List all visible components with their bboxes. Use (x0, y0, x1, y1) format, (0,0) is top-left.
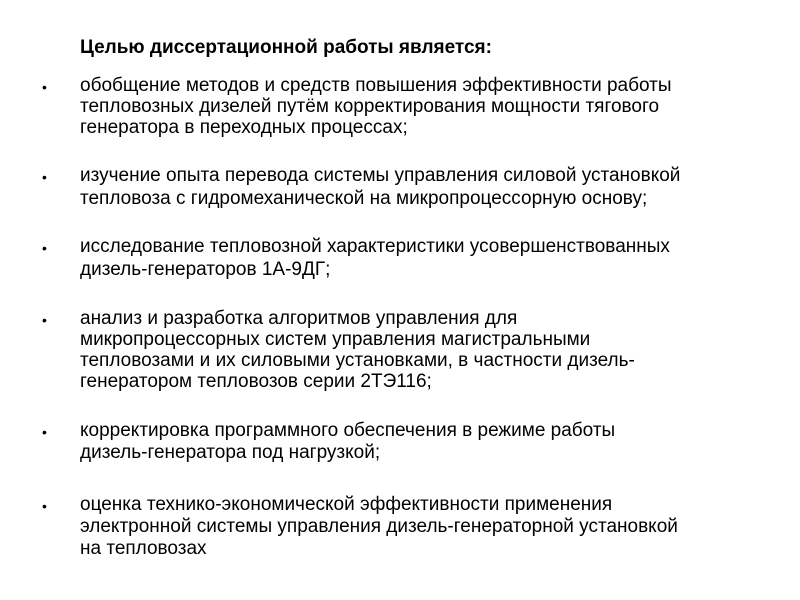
bullet-icon: • (42, 240, 47, 256)
bullet-icon: • (42, 312, 47, 328)
bullet-icon: • (42, 169, 47, 185)
list-item-line: дизель-генераторов 1А-9ДГ; (80, 259, 331, 280)
slide-title: Целью диссертационной работы является: (80, 37, 492, 58)
list-item-line: дизель-генератора под нагрузкой; (80, 442, 381, 463)
list-item-line: микропроцессорных систем управления магистральными (80, 329, 591, 350)
list-item-line: на тепловозах (80, 538, 207, 559)
list-item-line: анализ и разработка алгоритмов управления для (80, 308, 518, 329)
bullet-icon: • (42, 424, 47, 440)
list-item-line: исследование тепловозной характеристики усовершенствованных (80, 236, 670, 257)
list-item-line: генератором тепловозов серии 2ТЭ116; (80, 371, 432, 392)
bullet-icon: • (42, 79, 47, 95)
list-item-line: тепловозных дизелей путём корректирования мощности тягового (80, 96, 660, 117)
list-item-line: обобщение методов и средств повышения эффективности работы (80, 75, 672, 96)
list-item-line: электронной системы управления дизель-генераторной установкой (80, 516, 678, 537)
list-item-line: тепловозами и их силовыми установками, в частности дизель- (80, 350, 635, 371)
list-item-line: генератора в переходных процессах; (80, 117, 408, 138)
list-item-line: оценка технико-экономической эффективности применения (80, 494, 613, 515)
list-item-line: корректировка программного обеспечения в режиме работы (80, 420, 616, 441)
list-item-line: тепловоза с гидромеханической на микропроцессорную основу; (80, 188, 648, 209)
list-item-line: изучение опыта перевода системы управления силовой установкой (80, 165, 681, 186)
bullet-icon: • (42, 498, 47, 514)
